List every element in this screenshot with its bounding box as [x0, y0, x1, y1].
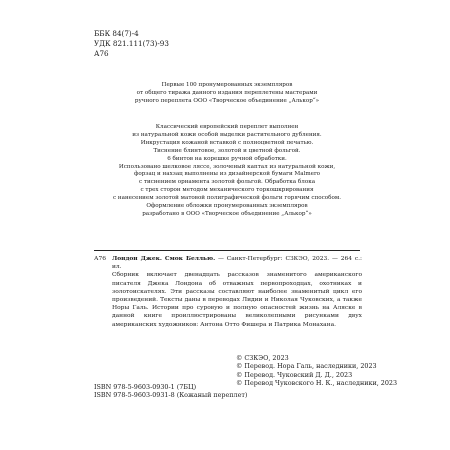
copyright-line: © Перевод. Нора Галь, наследники, 2023 — [236, 362, 377, 371]
binding-description — [94, 124, 360, 219]
author-title: Лондон Джек. Смок Беллью. — [112, 255, 216, 262]
text-line: ручного переплета ООО «Творческое объединение „Алькор“» — [134, 97, 320, 104]
divider — [94, 250, 360, 251]
udk-code: УДК 821.111(73)-93 — [94, 39, 169, 49]
isbn-line: ISBN 978-5-9603-0930-1 (7БЦ) — [94, 383, 197, 391]
text-line: Оформление обложки пронумерованных экземпляров — [146, 203, 308, 210]
copyright-line: © Перевод. Чуковский Д. Д., 2023 — [236, 370, 353, 379]
copyright-line: © Перевод Чуковского Н. К., наследники, 2023 — [236, 379, 398, 388]
isbn-line: ISBN 978-5-9603-0931-8 (Кожаный переплет) — [94, 391, 248, 400]
text-line: Классический европейский переплет выполнен — [155, 124, 299, 130]
text-line: 6 бинтов на корешке ручной обработки. — [167, 155, 287, 162]
text-line: Инкрустация кожаной вставкой с полноцветной печатью. — [140, 139, 314, 146]
biblio-code: А76 — [94, 256, 106, 262]
copyright-notices — [236, 354, 397, 388]
text-line: форзац и нахзац выполнены из дизайнерской бумаги Malmero — [133, 171, 321, 178]
classification-codes — [94, 29, 169, 60]
text-line: с трех сторон методом механического торкошкрирования — [140, 187, 314, 194]
text-line: из натуральной кожи особой выделки растительного дубления. — [132, 131, 322, 138]
bbk-code: ББК 84(7)-4 — [94, 29, 139, 38]
isbn-list — [94, 383, 247, 400]
biblio-heading — [112, 255, 362, 271]
text-line: с тиснением орнамента золотой фольгой. Обработка блока — [138, 179, 316, 186]
text-line: разработано в ООО «Творческое объединение „Алькор“» — [142, 210, 312, 217]
publication-info: — Санкт-Петербург: СЗКЭО, 2023. — 264 с.: ил. — [112, 256, 362, 271]
text-line: Тиснение блинтовое, золотой и цветной фольгой. — [153, 147, 301, 154]
bibliographic-record — [112, 255, 362, 329]
text-line: Использовано шелковое ляссе, золоченый каптал из натуральной кожи, — [118, 163, 336, 170]
text-line: от общего тиража данного издания переплетены мастерами — [136, 89, 318, 96]
text-line: с нанесением золотой матовой полиграфической фольги горячим способом. — [112, 195, 341, 202]
annotation: Сборник включает двенадцать рассказов знаменитого американского писателя Джека Лондона об отважных первопроходцах, охотниках и золотоискателях. Эти рассказы составляют наиболее знаменитый цикл его произведений. Тексты даны в переводах Лидии и Николая Чуковских, а также Норы Галь. Истории про суровую и полную опасностей жизнь на Аляске в данной книге проиллюстрированы великолепными рисунками двух американских художников: Антона Отто Фишера и Патрика Монахана. — [112, 272, 362, 328]
text-line: Первые 100 пронумерованных экземпляров — [161, 82, 293, 88]
copyright-line: © СЗКЭО, 2023 — [236, 354, 289, 362]
author-code: А76 — [94, 49, 109, 59]
limited-edition-note — [94, 82, 360, 106]
